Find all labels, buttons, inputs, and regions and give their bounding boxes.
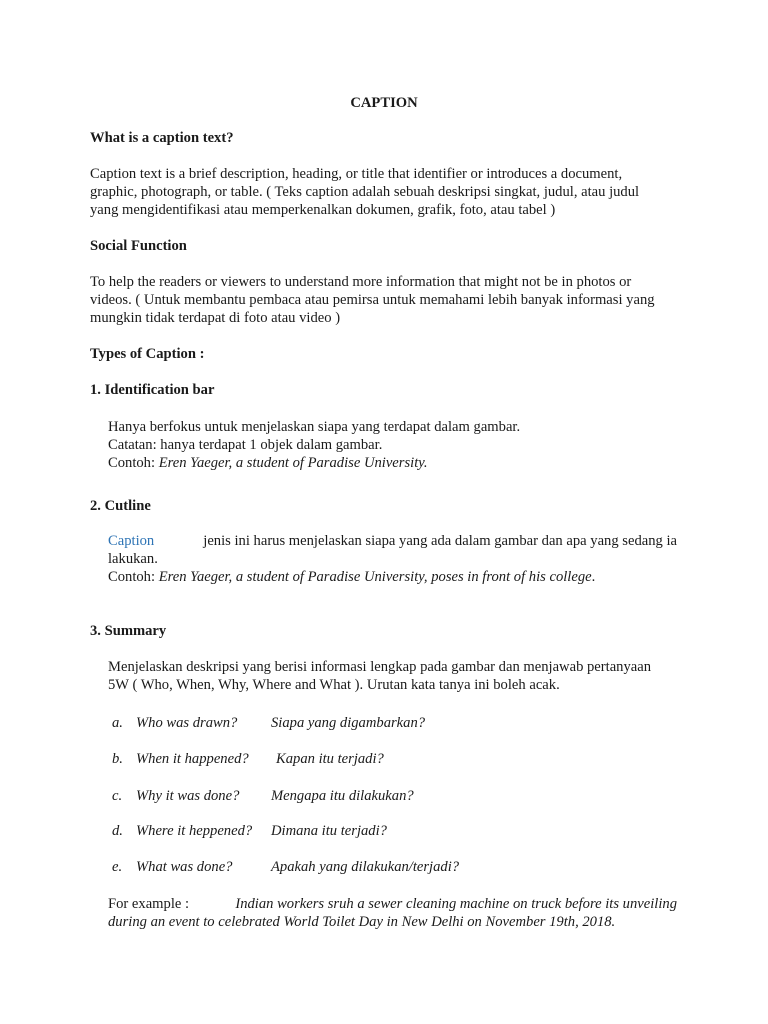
example-text: Eren Yaeger, a student of Paradise University. bbox=[158, 455, 428, 471]
example-label: Contoh: bbox=[108, 569, 159, 585]
section-heading-social: Social Function bbox=[90, 238, 187, 254]
example-line bbox=[108, 895, 677, 913]
paragraph-line: mungkin tidak terdapat di foto atau video ) bbox=[90, 310, 341, 326]
example-text: Eren Yaeger, a student of Paradise University, poses in front of his college bbox=[158, 569, 592, 585]
identification-paragraph bbox=[108, 418, 677, 472]
question-en: What was done? bbox=[136, 859, 233, 875]
question-en: Who was drawn? bbox=[136, 715, 238, 731]
list-marker: b. bbox=[112, 751, 123, 767]
summary-paragraph bbox=[108, 658, 677, 694]
cutline-line1-rest: jenis ini harus menjelaskan siapa yang ada dalam gambar dan apa yang sedang ia bbox=[199, 533, 677, 549]
list-marker: d. bbox=[112, 823, 123, 839]
document-title: CAPTION bbox=[350, 95, 418, 111]
list-marker: c. bbox=[112, 788, 123, 804]
caption-link[interactable]: Caption bbox=[108, 533, 155, 549]
question-id: Siapa yang digambarkan? bbox=[271, 715, 426, 731]
question-en: Where it heppened? bbox=[136, 823, 253, 839]
example-label: For example : bbox=[108, 896, 193, 912]
list-item bbox=[112, 714, 426, 732]
list-item bbox=[112, 858, 460, 876]
paragraph-line: Hanya berfokus untuk menjelaskan siapa yang terdapat dalam gambar. bbox=[108, 419, 521, 435]
example-line bbox=[108, 568, 677, 586]
question-id: Dimana itu terjadi? bbox=[271, 823, 387, 839]
example-text-line2: during an event to celebrated World Toilet Day in New Delhi on November 19th, 2018. bbox=[108, 914, 616, 930]
cutline-paragraph bbox=[108, 532, 677, 586]
question-en: When it happened? bbox=[136, 751, 249, 767]
what-paragraph bbox=[90, 165, 677, 219]
section-heading-cutline: 2. Cutline bbox=[90, 498, 151, 514]
paragraph-line bbox=[108, 532, 677, 550]
section-heading-identification: 1. Identification bar bbox=[90, 382, 215, 398]
example-end: . bbox=[591, 569, 596, 585]
paragraph-line: lakukan. bbox=[108, 551, 158, 567]
list-item bbox=[112, 750, 384, 768]
section-heading-types: Types of Caption : bbox=[90, 346, 205, 362]
paragraph-line: To help the readers or viewers to understand more information that might not be in photos or bbox=[90, 274, 632, 290]
list-marker: e. bbox=[112, 859, 123, 875]
summary-example bbox=[108, 895, 677, 931]
list-item bbox=[112, 787, 414, 805]
example-text-line1: Indian workers sruh a sewer cleaning machine on truck before its unveiling bbox=[235, 896, 677, 912]
section-heading-summary: 3. Summary bbox=[90, 623, 167, 639]
list-marker: a. bbox=[112, 715, 123, 731]
question-en: Why it was done? bbox=[136, 788, 240, 804]
paragraph-line: 5W ( Who, When, Why, Where and What ). Urutan kata tanya ini boleh acak. bbox=[108, 677, 560, 693]
paragraph-line: Catatan: hanya terdapat 1 objek dalam gambar. bbox=[108, 437, 383, 453]
paragraph-line: Menjelaskan deskripsi yang berisi informasi lengkap pada gambar dan menjawab pertanyaan bbox=[108, 659, 652, 675]
paragraph-line: graphic, photograph, or table. ( Teks caption adalah sebuah deskripsi singkat, judul, atau judul bbox=[90, 184, 640, 200]
list-item bbox=[112, 822, 387, 840]
example-label: Contoh: bbox=[108, 455, 159, 471]
paragraph-line: yang mengidentifikasi atau memperkenalkan dokumen, grafik, foto, atau tabel ) bbox=[90, 202, 556, 218]
social-paragraph bbox=[90, 273, 677, 327]
paragraph-line: Caption text is a brief description, heading, or title that identifier or introduces a document, bbox=[90, 166, 623, 182]
question-id: Kapan itu terjadi? bbox=[276, 751, 384, 767]
question-id: Apakah yang dilakukan/terjadi? bbox=[271, 859, 460, 875]
example-line bbox=[108, 454, 677, 472]
question-id: Mengapa itu dilakukan? bbox=[271, 788, 414, 804]
section-heading-what: What is a caption text? bbox=[90, 130, 234, 146]
paragraph-line: videos. ( Untuk membantu pembaca atau pemirsa untuk memahami lebih banyak informasi yang bbox=[90, 292, 655, 308]
